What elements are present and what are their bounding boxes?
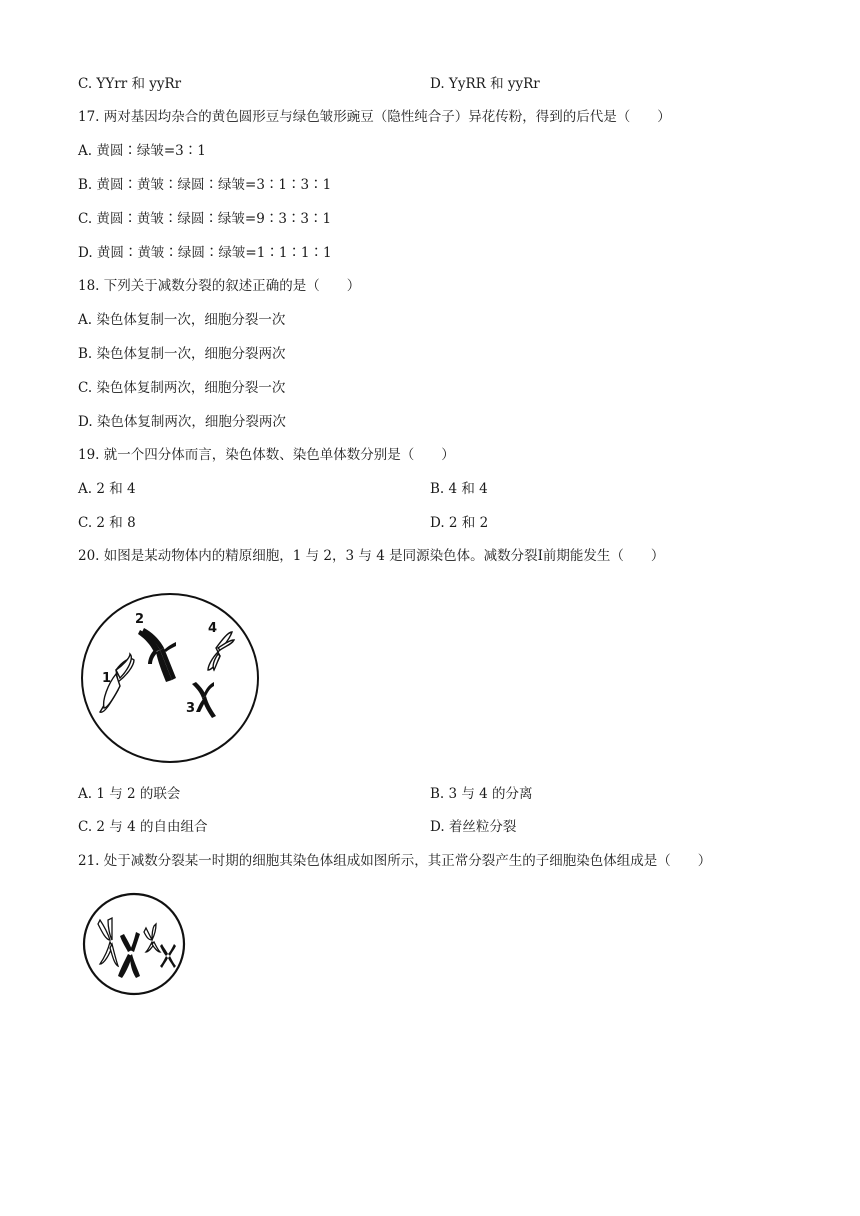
q19-option-c: C. 2 和 8 (78, 515, 136, 531)
chromosome-hollow-small (144, 924, 160, 952)
q20-option-c: C. 2 与 4 的自由组合 (78, 819, 208, 835)
q18-option-c: C. 染色体复制两次，细胞分裂一次 (78, 380, 286, 396)
q19-option-a: A. 2 和 4 (78, 481, 136, 497)
q19-stem: 19. 就一个四分体而言，染色体数、染色单体数分别是（ ） (78, 447, 455, 463)
chromosome-2 (138, 628, 176, 682)
chromosome-solid-large (118, 932, 140, 978)
q19-option-b: B. 4 和 4 (430, 481, 488, 497)
q20-option-a: A. 1 与 2 的联会 (78, 786, 181, 802)
q17-option-b: B. 黄圆∶黄皱∶绿圆∶绿皱=3∶1∶3∶1 (78, 177, 332, 193)
q16-option-d: D. YyRR 和 yyRr (430, 76, 540, 92)
q17-stem: 17. 两对基因均杂合的黄色圆形豆与绿色皱形豌豆（隐性纯合子）异花传粉，得到的后代是（ ） (78, 109, 671, 125)
q18-stem: 18. 下列关于减数分裂的叙述正确的是（ ） (78, 278, 361, 294)
label-1: 1 (102, 671, 112, 686)
q21-cell-figure (82, 892, 188, 998)
q17-option-c: C. 黄圆∶黄皱∶绿圆∶绿皱=9∶3∶3∶1 (78, 211, 332, 227)
q20-stem: 20. 如图是某动物体内的精原细胞，1 与 2，3 与 4 是同源染色体。减数分裂Ⅰ前期能发生（ ） (78, 548, 665, 564)
q17-option-a: A. 黄圆∶绿皱=3∶1 (78, 143, 206, 159)
label-4: 4 (208, 621, 218, 636)
q18-option-a: A. 染色体复制一次，细胞分裂一次 (78, 312, 286, 328)
chromosome-solid-small (160, 944, 176, 968)
q18-option-d: D. 染色体复制两次，细胞分裂两次 (78, 414, 286, 430)
q21-stem: 21. 处于减数分裂某一时期的细胞其染色体组成如图所示，其正常分裂产生的子细胞染色体组成是（ ） (78, 853, 712, 869)
chromosome-hollow-large (98, 918, 118, 966)
label-2: 2 (135, 612, 145, 627)
q20-option-b: B. 3 与 4 的分离 (430, 786, 533, 802)
q16-option-c: C. YYrr 和 yyRr (78, 76, 182, 92)
q18-option-b: B. 染色体复制一次，细胞分裂两次 (78, 346, 286, 362)
label-3: 3 (186, 701, 196, 716)
q17-option-d: D. 黄圆∶黄皱∶绿圆∶绿皱=1∶1∶1∶1 (78, 245, 332, 261)
chromosome-4 (208, 632, 234, 670)
q19-option-d: D. 2 和 2 (430, 515, 489, 531)
q20-cell-figure (78, 590, 262, 765)
chromosome-3 (192, 682, 216, 718)
q20-option-d: D. 着丝粒分裂 (430, 819, 517, 835)
